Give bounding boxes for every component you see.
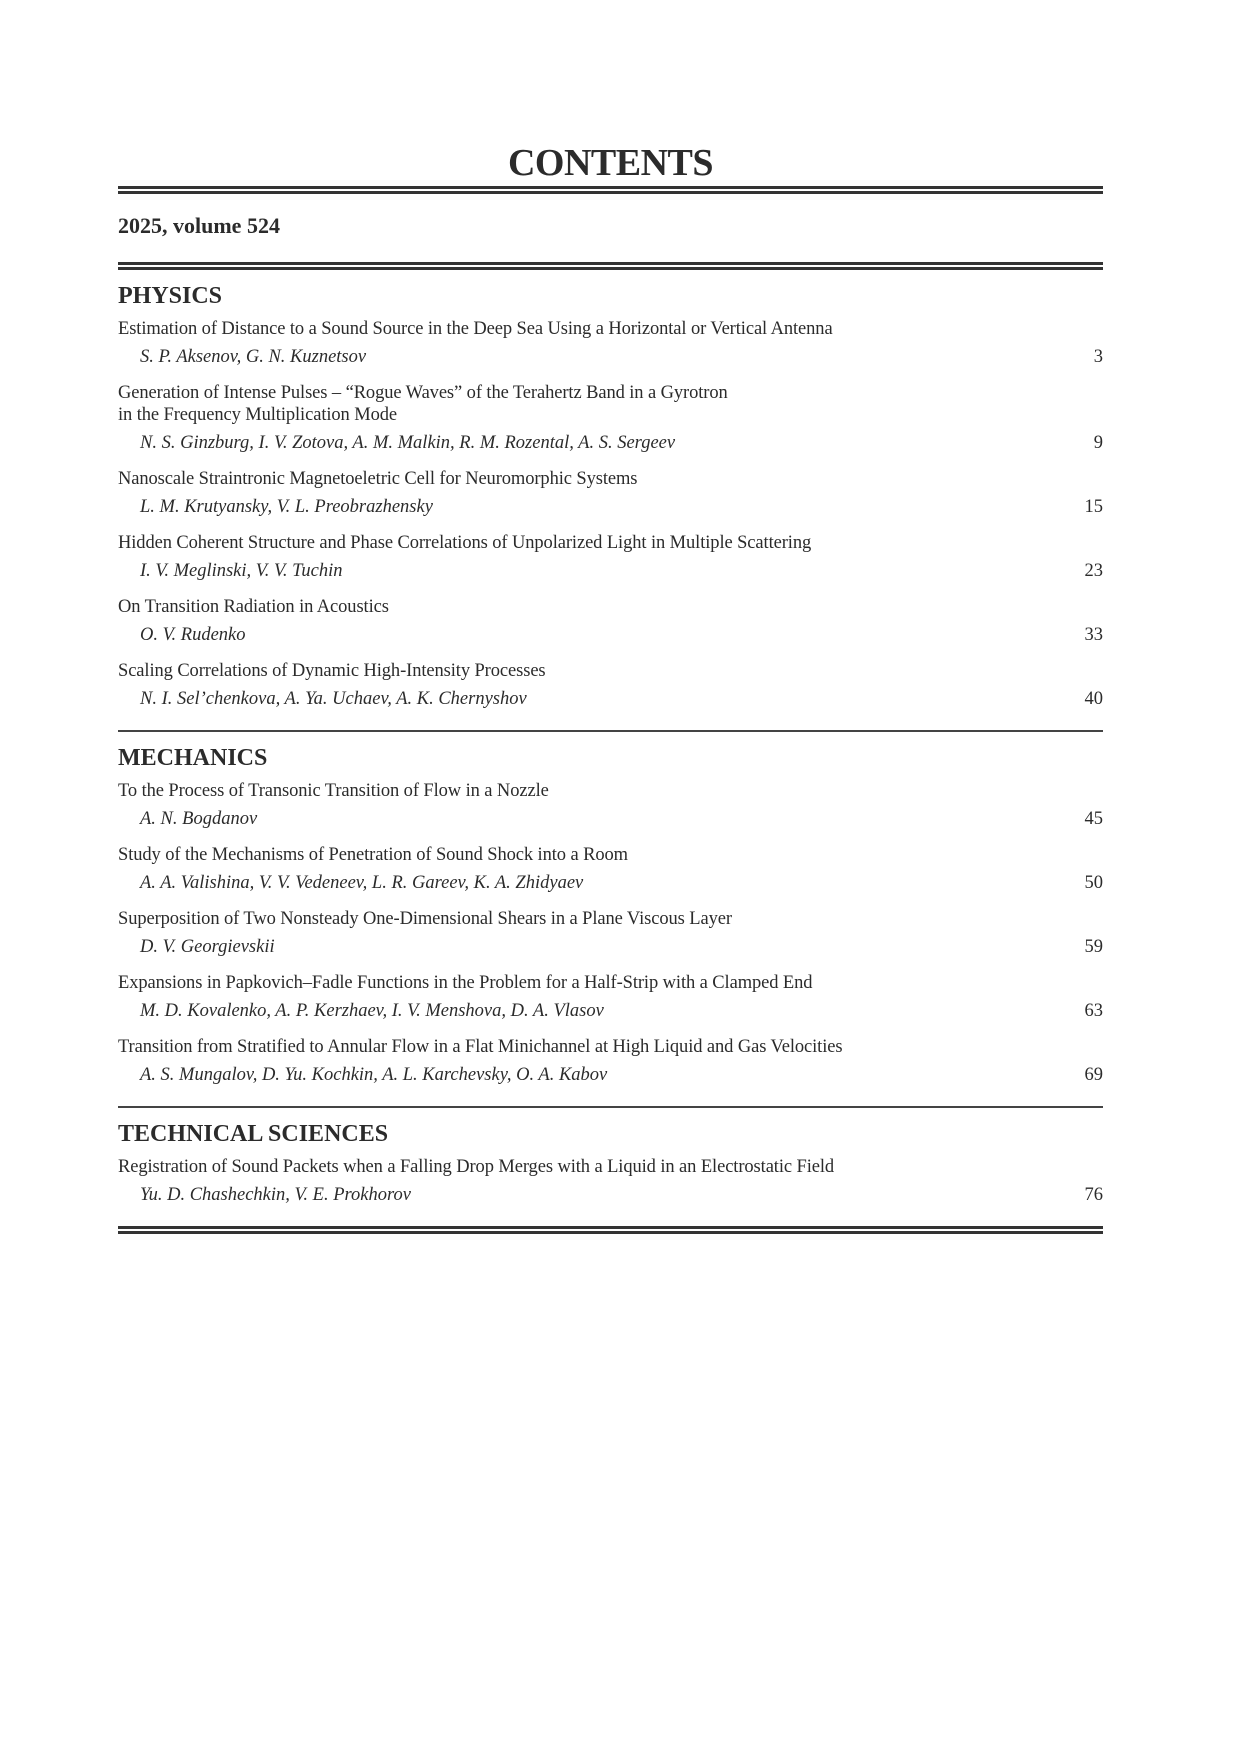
toc-entry[interactable]: [118, 972, 1103, 1022]
page-number: 15: [1084, 497, 1103, 517]
author-row: [118, 624, 1103, 646]
article-title-continued: in the Frequency Multiplication Mode: [118, 405, 397, 425]
double-rule: [118, 186, 1103, 194]
sections: [118, 282, 1103, 1206]
author-row: [118, 560, 1103, 582]
article-title: Scaling Correlations of Dynamic High-Intensity Processes: [118, 661, 546, 681]
article-authors: D. V. Georgievskii: [140, 937, 275, 957]
toc-entry[interactable]: [118, 908, 1103, 958]
toc-entry[interactable]: [118, 660, 1103, 710]
author-row: [118, 432, 1103, 454]
article-authors: S. P. Aksenov, G. N. Kuznetsov: [140, 347, 367, 367]
section-mechanics: [118, 744, 1103, 1086]
section-heading: TECHNICAL SCIENCES: [118, 1121, 389, 1147]
article-authors: I. V. Meglinski, V. V. Tuchin: [140, 561, 343, 581]
contents-page: [118, 140, 1103, 1234]
double-rule: [118, 1226, 1103, 1234]
article-title: Registration of Sound Packets when a Falling Drop Merges with a Liquid in an Electrostatic Field: [118, 1157, 835, 1177]
toc-entry[interactable]: [118, 382, 1103, 454]
article-title: Nanoscale Straintronic Magnetoeletric Cell for Neuromorphic Systems: [118, 469, 638, 489]
article-authors: M. D. Kovalenko, A. P. Kerzhaev, I. V. Menshova, D. A. Vlasov: [140, 1001, 604, 1021]
page-number: 63: [1084, 1001, 1103, 1021]
author-row: [118, 1184, 1103, 1206]
toc-entry[interactable]: [118, 1036, 1103, 1086]
page-title: CONTENTS: [507, 142, 714, 184]
article-authors: A. A. Valishina, V. V. Vedeneev, L. R. Gareev, K. A. Zhidyaev: [140, 873, 584, 893]
author-row: [118, 496, 1103, 518]
page-number: 69: [1084, 1065, 1103, 1085]
article-title: To the Process of Transonic Transition of Flow in a Nozzle: [118, 781, 549, 801]
toc-entry[interactable]: [118, 468, 1103, 518]
section-physics: [118, 282, 1103, 710]
article-authors: N. I. Sel’chenkova, A. Ya. Uchaev, A. K. Chernyshov: [140, 689, 527, 709]
article-title: Expansions in Papkovich–Fadle Functions in the Problem for a Half-Strip with a Clamped End: [118, 973, 813, 993]
section-heading: PHYSICS: [118, 283, 223, 309]
page-number: 9: [1093, 433, 1103, 453]
page-number: 23: [1084, 561, 1103, 581]
author-row: [118, 1000, 1103, 1022]
author-row: [118, 688, 1103, 710]
author-row: [118, 872, 1103, 894]
page-number: 76: [1084, 1185, 1103, 1205]
article-authors: A. S. Mungalov, D. Yu. Kochkin, A. L. Karchevsky, O. A. Kabov: [140, 1065, 608, 1085]
toc-entry[interactable]: [118, 844, 1103, 894]
article-title: Study of the Mechanisms of Penetration of Sound Shock into a Room: [118, 845, 628, 865]
toc-entry[interactable]: [118, 596, 1103, 646]
page-number: 3: [1093, 347, 1103, 367]
author-row: [118, 936, 1103, 958]
author-row: [118, 346, 1103, 368]
article-authors: A. N. Bogdanov: [140, 809, 258, 829]
toc-entry[interactable]: [118, 780, 1103, 830]
article-title: Superposition of Two Nonsteady One-Dimensional Shears in a Plane Viscous Layer: [118, 909, 732, 929]
page-number: 40: [1084, 689, 1103, 709]
article-title: Hidden Coherent Structure and Phase Correlations of Unpolarized Light in Multiple Scattering: [118, 533, 812, 553]
section-technical-sciences: [118, 1120, 1103, 1206]
page-number: 45: [1084, 809, 1103, 829]
toc-entry[interactable]: [118, 318, 1103, 368]
author-row: [118, 1064, 1103, 1086]
article-authors: O. V. Rudenko: [140, 625, 246, 645]
toc-entry[interactable]: [118, 532, 1103, 582]
volume-label: 2025, volume 524: [118, 213, 280, 238]
author-row: [118, 808, 1103, 830]
section-rule: [118, 1106, 1103, 1108]
page-number: 50: [1084, 873, 1103, 893]
page-number: 59: [1084, 937, 1103, 957]
article-authors: L. M. Krutyansky, V. L. Preobrazhensky: [140, 497, 433, 517]
article-authors: Yu. D. Chashechkin, V. E. Prokhorov: [140, 1185, 411, 1205]
article-title: Estimation of Distance to a Sound Source in the Deep Sea Using a Horizontal or Vertical Antenna: [118, 319, 833, 339]
article-title: Generation of Intense Pulses – “Rogue Waves” of the Terahertz Band in a Gyrotron: [118, 383, 728, 403]
page-number: 33: [1084, 625, 1103, 645]
toc-entry[interactable]: [118, 1156, 1103, 1206]
section-heading: MECHANICS: [118, 745, 268, 771]
section-rule: [118, 730, 1103, 732]
article-title: Transition from Stratified to Annular Flow in a Flat Minichannel at High Liquid and Gas Velocities: [118, 1037, 843, 1057]
double-rule: [118, 262, 1103, 270]
article-title: On Transition Radiation in Acoustics: [118, 597, 389, 617]
article-authors: N. S. Ginzburg, I. V. Zotova, A. M. Malkin, R. M. Rozental, A. S. Sergeev: [140, 433, 676, 453]
